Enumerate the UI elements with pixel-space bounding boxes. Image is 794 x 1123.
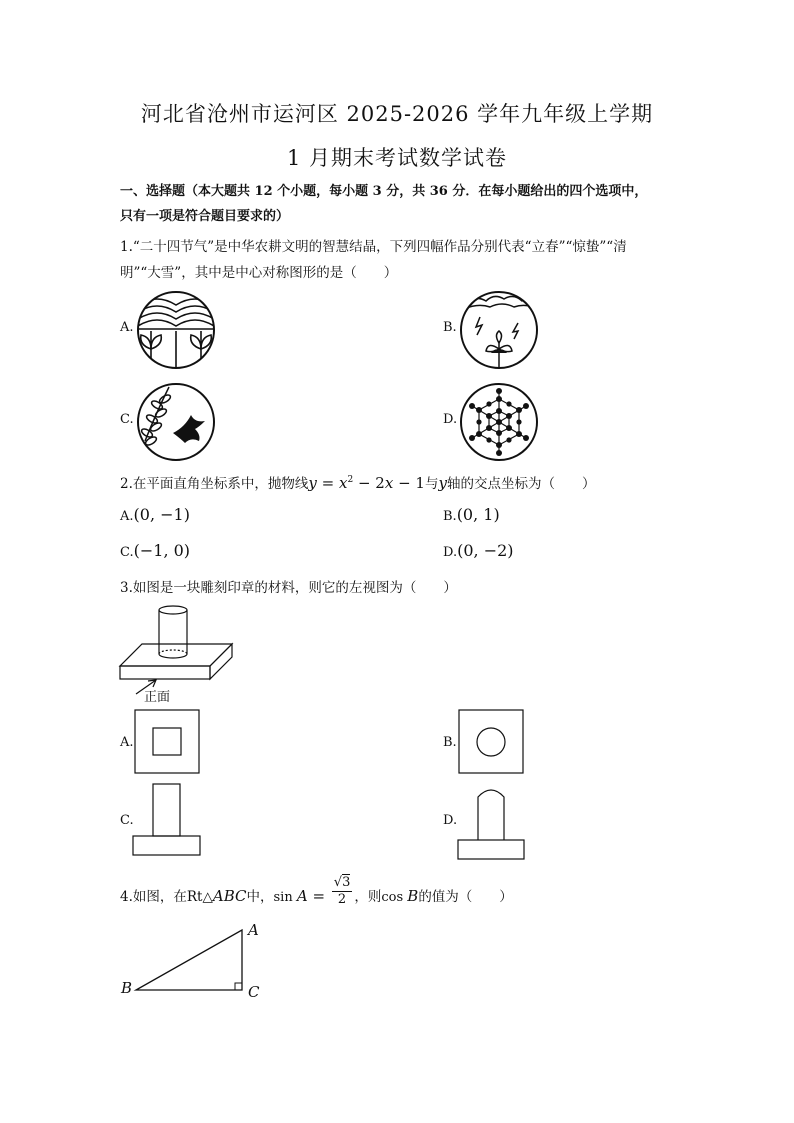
q2-option-d-label: D.	[443, 545, 458, 560]
q2-eq-y: y	[308, 474, 317, 492]
q3-option-d-figure	[457, 783, 527, 861]
q2-option-a-value: (0, −1)	[133, 505, 190, 524]
q4-angle-b: B	[407, 887, 419, 905]
q2-option-d-value: (0, −2)	[457, 541, 514, 560]
q4-mid: 中，	[246, 889, 274, 905]
q2-eq-sup: 2	[347, 475, 354, 485]
q4-fraction-denominator: 2	[337, 892, 347, 907]
q2-option-c-value: (−1, 0)	[133, 541, 191, 560]
q2-eq-rest2: − 1	[393, 474, 425, 492]
q4-then: ，则	[354, 889, 382, 905]
vertex-a-label: A	[248, 921, 259, 939]
qingming-emblem-icon	[135, 381, 217, 463]
q1-option-d-label[interactable]: D.	[443, 412, 458, 427]
vertex-c-label: C	[248, 983, 260, 1001]
q2-eq-x2: x	[384, 474, 394, 492]
q2-option-d[interactable]	[443, 541, 514, 560]
q4-triangle-name: ABC	[212, 887, 247, 905]
seal-material-figure	[118, 600, 248, 700]
q4-text	[120, 875, 513, 915]
q1-option-b-label[interactable]: B.	[443, 320, 457, 335]
front-label: 正面	[144, 690, 171, 705]
q3-option-b-label[interactable]: B.	[443, 735, 457, 750]
q4-eq-sign: =	[307, 887, 330, 905]
q4-suffix: 的值为（ ）	[418, 889, 513, 905]
q2-eq-rest1: − 2	[353, 474, 385, 492]
q3-option-c-figure	[132, 783, 202, 857]
q1-text-line2: 明”“大雪”，其中是中心对称图形的是（ ）	[120, 265, 398, 281]
q1-option-c-label[interactable]: C.	[120, 412, 134, 427]
exam-title-line2: 1 月期末考试数学试卷	[286, 146, 508, 170]
section-heading-line2: 只有一项是符合题目要求的）	[120, 209, 290, 224]
q3-option-d-label[interactable]: D.	[443, 813, 458, 828]
q3-text: 3.如图是一块雕刻印章的材料，则它的左视图为（ ）	[120, 580, 457, 596]
q4-fraction	[332, 875, 353, 908]
q2-eq-sign: =	[316, 474, 339, 492]
q2-text	[120, 472, 595, 492]
q3-option-a-figure	[134, 709, 200, 775]
jingzhe-emblem-icon	[458, 289, 540, 371]
q2-mid: 与	[424, 476, 439, 492]
q2-option-c[interactable]	[120, 541, 190, 560]
q2-option-c-label: C.	[120, 545, 134, 560]
q4-prefix: 4.如图，在Rt△	[120, 889, 213, 905]
q1-option-a-label[interactable]: A.	[120, 320, 134, 335]
q4-num: 3	[342, 875, 351, 890]
q2-option-b[interactable]	[443, 505, 500, 524]
q3-option-a-label[interactable]: A.	[120, 735, 134, 750]
q4-fraction-numerator: √3	[333, 875, 351, 890]
q2-prefix: 2.在平面直角坐标系中，抛物线	[120, 476, 309, 492]
vertex-b-label: B	[121, 979, 133, 997]
q2-option-a-label: A.	[120, 509, 134, 524]
q2-suffix: 轴的交点坐标为（ ）	[446, 476, 596, 492]
q4-cos: cos	[381, 890, 408, 905]
q2-option-b-value: (0, 1)	[456, 505, 500, 524]
section-heading-line1: 一、选择题（本大题共 12 个小题，每小题 3 分，共 36 分．在每小题给出的四个选项中，	[120, 184, 648, 199]
daxue-emblem-icon	[458, 381, 540, 463]
q2-axis: y	[438, 474, 447, 492]
lichun-emblem-icon	[135, 289, 217, 371]
q2-option-b-label: B.	[443, 509, 457, 524]
q4-angle-a: A	[296, 887, 308, 905]
q2-option-a[interactable]	[120, 505, 190, 524]
q1-text-line1: 1.“二十四节气”是中华农耕文明的智慧结晶，下列四幅作品分别代表“立春”“惊蛰”“清	[120, 239, 627, 255]
q3-option-c-label[interactable]: C.	[120, 813, 134, 828]
q3-option-b-figure	[458, 709, 524, 775]
q2-eq-x: x	[338, 474, 348, 492]
exam-title-line1: 河北省沧州市运河区 2025-2026 学年九年级上学期	[140, 102, 654, 126]
q4-triangle-figure	[134, 928, 246, 992]
q2-equation	[308, 474, 425, 492]
q4-sin: sin	[273, 890, 297, 905]
